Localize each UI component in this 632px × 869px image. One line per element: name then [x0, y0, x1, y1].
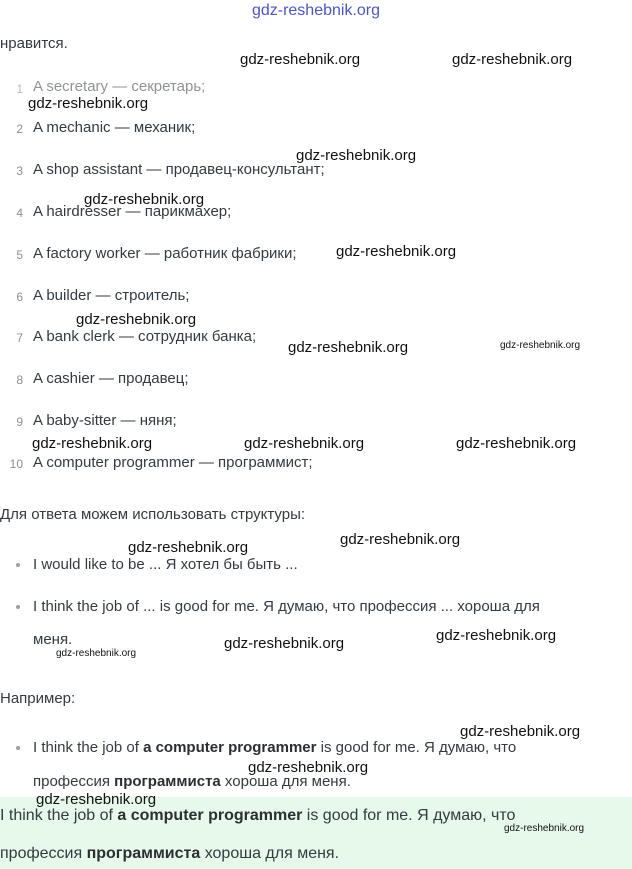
watermark: gdz-reshebnik.org [452, 51, 573, 68]
job-item: A shop assistant — продавец-консультант; [33, 161, 325, 178]
watermark: gdz-reshebnik.org [296, 147, 417, 164]
watermark: gdz-reshebnik.org [288, 339, 409, 356]
job-num: 7 [16, 331, 23, 345]
structure-item-continued: меня. [33, 631, 73, 648]
watermark: gdz-reshebnik.org [224, 635, 345, 652]
watermark: gdz-reshebnik.org [456, 435, 577, 452]
intro-text: нравится. [0, 35, 68, 52]
job-item: A baby-sitter — няня; [33, 412, 177, 429]
example-heading: Например: [0, 690, 76, 707]
watermark: gdz-reshebnik.org [32, 435, 153, 452]
watermark: gdz-reshebnik.org [460, 723, 581, 740]
job-item: A hairdresser — парикмахер; [33, 203, 232, 220]
watermark: gdz-reshebnik.org [28, 95, 149, 112]
structures-heading: Для ответа можем использовать структуры: [0, 506, 306, 523]
watermark: gdz-reshebnik.org [244, 435, 365, 452]
job-num: 10 [9, 457, 23, 471]
header-watermark[interactable]: gdz-reshebnik.org [251, 2, 381, 19]
watermark: gdz-reshebnik.org [436, 627, 557, 644]
job-num: 4 [16, 206, 23, 220]
job-item: A factory worker — работник фабрики; [33, 245, 297, 262]
job-item: A mechanic — механик; [33, 119, 196, 136]
job-item: A computer programmer — программист; [33, 454, 313, 471]
watermark: gdz-reshebnik.org [84, 191, 205, 208]
job-item: A cashier — продавец; [33, 370, 189, 387]
bullet-dot [16, 563, 20, 567]
example-line-2: профессия программиста хороша для меня. [33, 773, 351, 790]
job-item: A builder — строитель; [33, 287, 190, 304]
structure-item: I would like to be ... Я хотел бы быть ... [33, 556, 298, 573]
answer-line-1: I think the job of a computer programmer is good for me. Я думаю, что [0, 807, 516, 824]
watermark: gdz-reshebnik.org [128, 539, 249, 556]
job-num: 2 [16, 122, 23, 136]
structure-item: I think the job of ... is good for me. Я думаю, что профессия ... хороша для [33, 598, 540, 615]
job-item: A secretary — секретарь; [33, 78, 206, 95]
watermark: gdz-reshebnik.org [340, 531, 461, 548]
watermark: gdz-reshebnik.org [36, 791, 157, 808]
job-num: 6 [16, 290, 23, 304]
watermark: gdz-reshebnik.org [240, 51, 361, 68]
job-num: 5 [16, 248, 23, 262]
job-num: 8 [16, 373, 23, 387]
watermark: gdz-reshebnik.org [248, 759, 369, 776]
watermark: gdz-reshebnik.org [56, 648, 137, 659]
bullet-dot [16, 605, 20, 609]
bullet-dot [16, 746, 20, 750]
job-item: A bank clerk — сотрудник банка; [33, 328, 257, 345]
watermark: gdz-reshebnik.org [76, 311, 197, 328]
job-num: 1 [16, 82, 23, 96]
watermark: gdz-reshebnik.org [504, 823, 585, 834]
watermark: gdz-reshebnik.org [500, 340, 581, 351]
example-line-1: I think the job of a computer programmer is good for me. Я думаю, что [33, 739, 517, 756]
answer-line-2: профессия программиста хороша для меня. [0, 845, 340, 862]
job-num: 3 [16, 164, 23, 178]
job-num: 9 [16, 415, 23, 429]
watermark: gdz-reshebnik.org [336, 243, 457, 260]
